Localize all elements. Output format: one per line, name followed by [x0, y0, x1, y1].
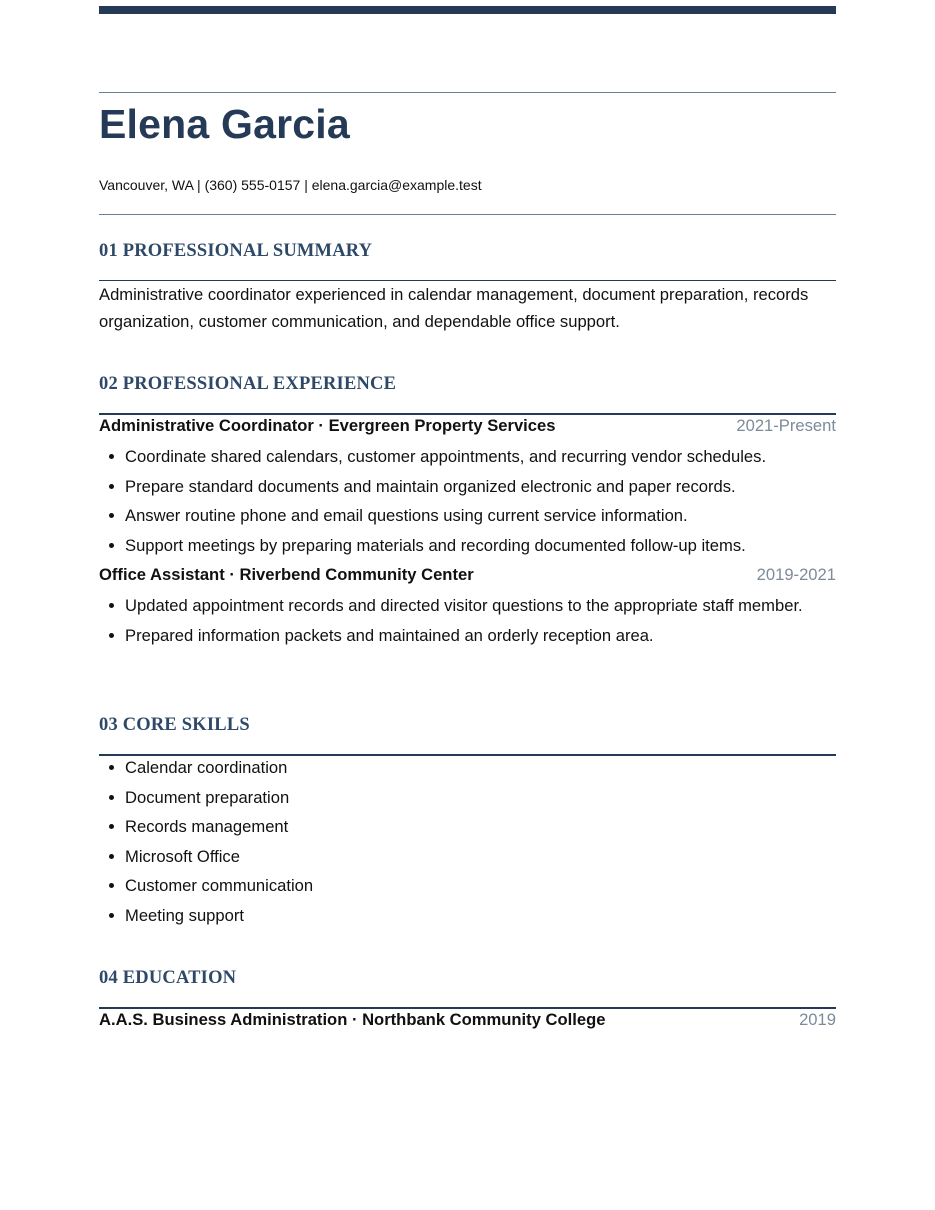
- header-accent-bar: [99, 6, 836, 14]
- job-bullet-text: Prepared information packets and maintained an orderly reception area.: [125, 625, 654, 645]
- bullet-dot-icon: [109, 633, 114, 638]
- job-bullet: [99, 592, 836, 619]
- job-bullet: [99, 473, 836, 500]
- bullet-dot-icon: [109, 883, 114, 888]
- candidate-name: Elena Garcia: [99, 101, 350, 147]
- education-degree: A.A.S. Business Administration · Northbank Community College: [99, 1010, 606, 1029]
- skill-text: Microsoft Office: [125, 846, 240, 866]
- job-dates: 2019-2021: [756, 565, 836, 584]
- skill-item: [99, 754, 836, 781]
- job-bullet-list: [99, 443, 836, 561]
- skill-item: [99, 784, 836, 811]
- bullet-dot-icon: [109, 824, 114, 829]
- bullet-dot-icon: [109, 454, 114, 459]
- skill-text: Calendar coordination: [125, 758, 288, 777]
- header-bottom-rule: [99, 214, 836, 215]
- bullet-dot-icon: [109, 795, 114, 800]
- job-row: [99, 415, 836, 437]
- skill-item: [99, 843, 836, 870]
- job-bullet-text: Coordinate shared calendars, customer appointments, and recurring vendor schedules.: [125, 447, 767, 466]
- skill-item: [99, 813, 836, 840]
- job-title: Office Assistant · Riverbend Community Center: [99, 565, 474, 584]
- skills-list: [99, 754, 836, 932]
- skill-text: Customer communication: [125, 876, 314, 896]
- section-title-skills: 03 CORE SKILLS: [99, 715, 250, 735]
- job-dates: 2021-Present: [736, 416, 836, 435]
- job-bullet-text: Answer routine phone and email questions using current service information.: [125, 506, 688, 526]
- bullet-dot-icon: [109, 484, 114, 489]
- skill-text: Records management: [125, 817, 289, 837]
- job-bullet: [99, 532, 836, 559]
- skill-text: Document preparation: [125, 787, 290, 807]
- education-year: 2019: [799, 1010, 836, 1029]
- bullet-dot-icon: [109, 603, 114, 608]
- education-row: [99, 1009, 836, 1031]
- skill-item: [99, 902, 836, 929]
- skill-item: [99, 872, 836, 899]
- job-bullet: [99, 502, 836, 529]
- name-top-rule: [99, 92, 836, 93]
- bullet-dot-icon: [109, 765, 114, 770]
- section-title-experience: 02 PROFESSIONAL EXPERIENCE: [99, 374, 397, 394]
- section-title-summary: 01 PROFESSIONAL SUMMARY: [99, 241, 373, 261]
- job-bullet-text: Support meetings by preparing materials and recording documented follow-up items.: [125, 535, 746, 555]
- job-title: Administrative Coordinator · Evergreen Property Services: [99, 416, 556, 435]
- job-bullet-list: [99, 592, 836, 651]
- bullet-dot-icon: [109, 913, 114, 918]
- skill-text: Meeting support: [125, 905, 244, 925]
- bullet-dot-icon: [109, 513, 114, 518]
- summary-text: Administrative coordinator experienced in calendar management, document preparation, records organization, customer communication, and dependable office support.: [99, 285, 809, 331]
- job-bullet: [99, 622, 836, 649]
- contact-line: Vancouver, WA | (360) 555-0157 | elena.garcia@example.test: [99, 177, 482, 193]
- job-bullet-text: Updated appointment records and directed visitor questions to the appropriate staff member.: [125, 596, 803, 615]
- bullet-dot-icon: [109, 543, 114, 548]
- job-bullet: [99, 443, 836, 470]
- bullet-dot-icon: [109, 854, 114, 859]
- job-row: [99, 564, 836, 586]
- job-bullet-text: Prepare standard documents and maintain organized electronic and paper records.: [125, 476, 736, 496]
- section-title-education: 04 EDUCATION: [99, 968, 237, 988]
